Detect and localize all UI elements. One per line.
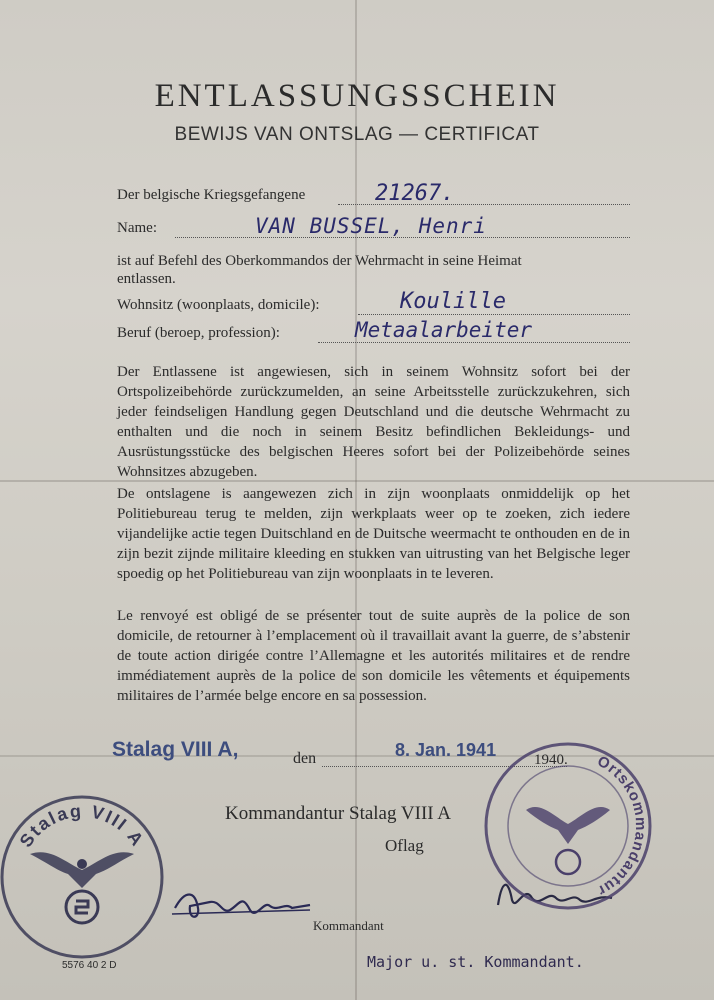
profession-value: Metaalarbeiter <box>355 318 533 342</box>
residence-value: Koulille <box>400 289 506 314</box>
pow-label: Der belgische Kriegsgefangene <box>117 187 306 203</box>
instructions-french: Le renvoyé est obligé de se présenter tout de suite auprès de la police de son domicile, de retourner à l’emplacement où il travaillait avant la guerre, de s’abstenir de toute action dirigée contre l’Allemagne et les autorités militaires et de rendre immédiatement auprès de la police de son domicile les vêtements et équipements militaires de l’armée belge encore en sa possession. <box>117 608 630 704</box>
stamp-left-text: Stalag VIII A <box>15 800 149 851</box>
signature-title: Major u. st. Kommandant. <box>367 953 584 971</box>
pow-number-value: 21267. <box>375 181 455 206</box>
released-text-line2: entlassen. <box>117 271 176 287</box>
svg-text:Stalag VIII A <box>16 801 149 851</box>
name-value: VAN BUSSEL, Henri <box>255 214 487 238</box>
kommandantur-line: Kommandantur Stalag VIII A <box>225 803 452 824</box>
printed-year: 1940. <box>534 752 568 768</box>
released-text-line1: ist auf Befehl des Oberkommandos der Wehrmacht in seine Heimat <box>117 253 522 269</box>
stamp-right-text: Ortskommandantur <box>594 752 650 900</box>
instructions-dutch: De ontslagene is aangewezen zich in zijn woonplaats onmiddelijk op het Politiebureau terug te melden, zijn werkplaats weer op te zoeken, zich iedere vijandelijke actie tegen Duitschland en de Duitsche weermacht te onthouden en de in zijn bezit zijnde militaire kleeding en stukken van uitrusting van het Belgische leger spoedig op het Politiebureau van zijn woonplaats in te leveren. <box>117 486 630 582</box>
residence-label: Wohnsitz (woonplaats, domicile): <box>117 297 320 313</box>
instructions-german: Der Entlassene ist angewiesen, sich in seinem Wohnsitz sofort bei der Ortspolizeibehörde zurückzumelden, an seine Arbeitsstelle zurückzukehren, sich jeder feindseligen Handlung gegen Deutschland und die deutsche Wehrmacht zu enthalten und die noch in seinem Besitz befindlichen Bekleidungs- und Ausrüstungsstücke des belgischen Heeres sofort bei der Polizeibehörde seines Wohnsitzes abzugeben. <box>117 364 630 480</box>
printer-code: 5576 40 2 D <box>62 960 117 971</box>
oflag-label: Oflag <box>385 836 424 855</box>
stalag-circular-stamp <box>0 792 170 962</box>
ortskommandantur-circular-stamp <box>478 738 658 918</box>
profession-label: Beruf (beroep, profession): <box>117 325 280 341</box>
date-stamp: 8. Jan. 1941 <box>395 740 497 760</box>
place-stamp: Stalag VIII A, <box>112 738 239 761</box>
handwritten-signature-left <box>170 880 320 930</box>
residence-dotted-line <box>358 314 630 315</box>
profession-dotted-line <box>318 342 630 343</box>
document-title: ENTLASSUNGSSCHEIN <box>154 78 560 114</box>
kommandant-label-a: Kommandant <box>313 918 384 933</box>
document-subtitle: BEWIJS VAN ONTSLAG — CERTIFICAT <box>174 124 540 145</box>
den-label: den <box>293 750 317 767</box>
svg-text:Ortskommandantur <box>594 753 649 900</box>
name-label: Name: <box>117 220 157 236</box>
